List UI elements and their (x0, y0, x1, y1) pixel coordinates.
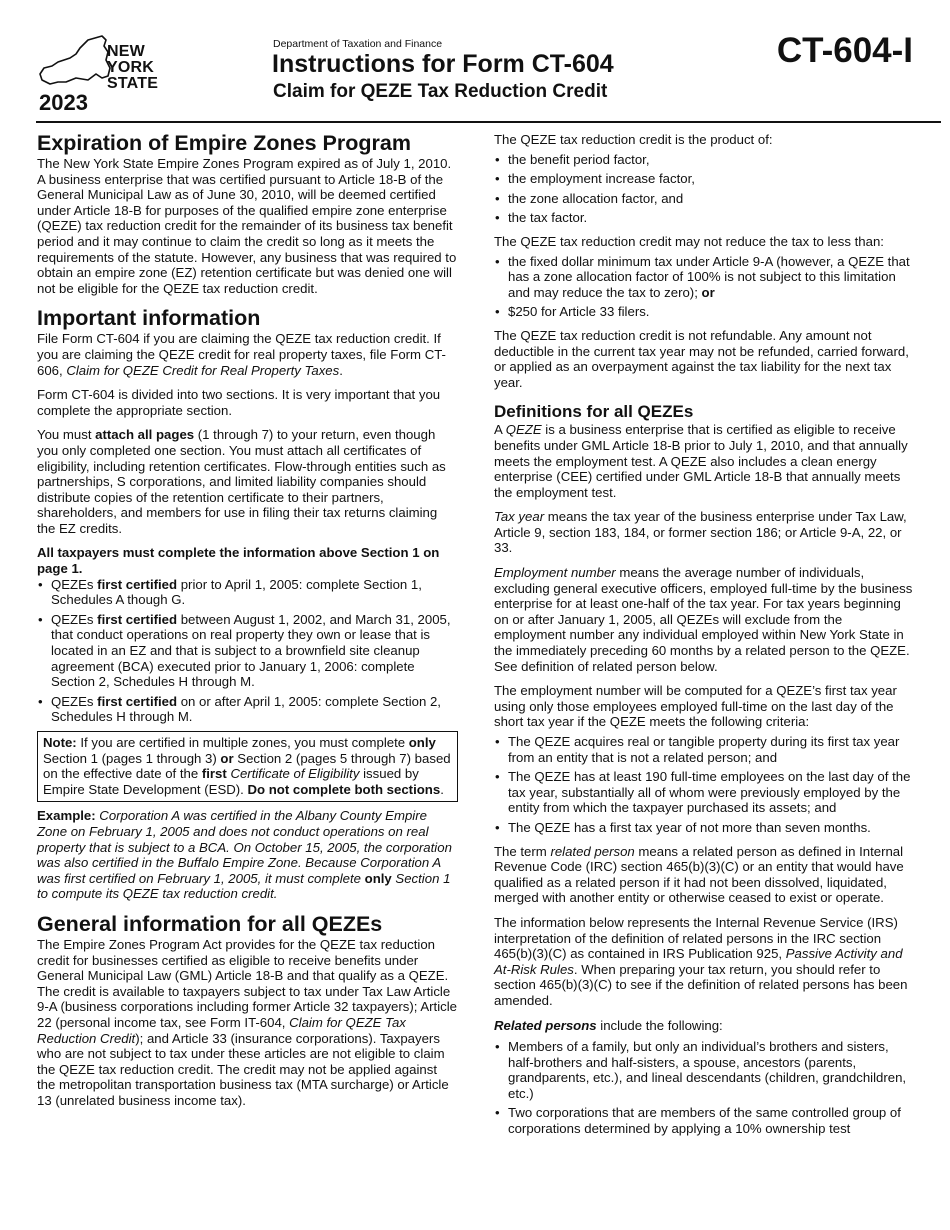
related-persons-list (494, 1039, 914, 1137)
logo-word-york: YORK (107, 59, 155, 76)
note-box: Note: If you are certified in multiple zones, you must complete only Section 1 (pages 1 through 3) or Section 2 (pages 5 through 7) based on the effective date of the first Certificate of Eligibility issued by Empire State Development (ESD). Do not complete both sections. (37, 731, 458, 802)
logo-word-new: NEW (107, 43, 145, 60)
list-item: • $250 for Article 33 filers. (494, 304, 914, 320)
page-subtitle: Claim for QEZE Tax Reduction Credit (273, 81, 608, 102)
refund-paragraph: The QEZE tax reduction credit is not refundable. Any amount not deductible in the current tax year may not be refunded, carried forward, or applied as an overpayment against the tax liability for the next tax year. (494, 327, 909, 390)
list-item: • the tax factor. (494, 210, 914, 226)
employment-first-year: The employment number will be computed for a QEZE’s first tax year using only those employees employed full-time on the last day of the short tax year if the QEZE meets the following criteria: (494, 683, 897, 730)
form-id: CT-604-I (776, 31, 913, 70)
irs-interpretation: The information below represents the Internal Revenue Service (IRS) interpretation of the definition of related persons in the IRC section 465(b)(3)(C) as contained in IRS Publication 925, Passive Activity and At-Risk Rules. When preparing your tax return, you should refer to section 465(b)(3)(C) to see if the definition of related persons has been amended. (494, 914, 908, 1008)
important-heading: Important information (37, 306, 261, 331)
list-item: • QEZEs first certified prior to April 1, 2005: complete Section 1, Schedules A though G. (37, 577, 458, 608)
section-bullets (37, 577, 458, 725)
factor-list (494, 152, 914, 226)
list-item: • the benefit period factor, (494, 152, 914, 168)
list-item: • the zone allocation factor, and (494, 191, 914, 207)
list-item: • Two corporations that are members of the same controlled group of corporations determined by applying a 10% ownership test (494, 1105, 914, 1136)
important-p2: Form CT-604 is divided into two sections. It is very important that you complete the appropriate section. (37, 387, 441, 418)
related-person-definition: The term related person means a related person as defined in Internal Revenue Code (IRC) section 465(b)(3)(C) or an entity that would have qualified as a related person if it had not been dissolved, liquidated, merged with another entity or otherwise ceased to exist or operate. (494, 843, 904, 906)
important-p1: File Form CT-604 if you are claiming the QEZE tax reduction credit. If you are claiming the QEZE credit for real property taxes, file Form CT-606, Claim for QEZE Credit for Real Property Taxes. (37, 331, 446, 378)
department-name: Department of Taxation and Finance (273, 38, 443, 50)
important-p3: You must attach all pages (1 through 7) to your return, even though you only completed one section. You must attach all certificates of eligibility, including retention certificates. Flow-through entities such as partnerships, S corporations, and limited liability companies should distribute copies of the retention certificate to their partners, shareholders, and members for use in filing their tax returns claiming the EZ credits. (37, 427, 446, 536)
related-persons-intro: Related persons include the following: (494, 1017, 723, 1033)
list-item: • QEZEs first certified between August 1, 2002, and March 31, 2005, that conduct operations on real property they own or lease that is located in an EZ and that is subject to a brownfield site cleanup agreement (BCA) executed prior to January 1, 2006: complete Section 2, Schedules H through M. (37, 612, 458, 690)
general-heading: General information for all QEZEs (37, 911, 383, 936)
list-item: • the fixed dollar minimum tax under Article 9-A (however, a QEZE that has a zone allocation factor of 100% is not subject to this limitation and may reduce the tax to zero); or (494, 254, 914, 301)
list-item: • QEZEs first certified on or after April 1, 2005: complete Section 2, Schedules H through M. (37, 694, 458, 725)
criteria-list (494, 734, 914, 836)
header-divider (36, 121, 941, 123)
logo-year: 2023 (39, 90, 88, 115)
general-body: The Empire Zones Program Act provides for the QEZE tax reduction credit for businesses certified as eligible to receive benefits under General Municipal Law (GML) Article 18-B and that qualify as a QEZE. The credit is available to taxpayers subject to tax under Tax Law Article 9-A (business corporations including former Article 32 taxpayers); Article 22 (personal income tax, see Form IT-604, Claim for QEZE Tax Reduction Credit); and Article 33 (insurance corporations). Taxpayers who are not subject to tax under these articles are not eligible to claim the QEZE tax reduction credit. The credit may not be applied against the metropolitan transportation business tax (MTA surcharge) or Article 13 (unrelated business income tax). (37, 936, 457, 1108)
list-item: • The QEZE acquires real or tangible property during its first tax year from an entity that is not a related person; and (494, 734, 914, 765)
expiration-body: The New York State Empire Zones Program expired as of July 1, 2010. A business enterprise that was certified pursuant to Article 18-B of the General Municipal Law as of June 30, 2010, will be deemed certified under Article 18-B for purposes of the qualified empire zone enterprise (QEZE) tax reduction credit for the remainder of its business tax benefit period and it may continue to claim the credit so long as it meets the requirements of the statute. However, any business that was required to obtain an empire zone (EZ) retention certificate but was denied one will not be eligible for the QEZE tax reduction credit. (37, 156, 457, 296)
definitions-heading: Definitions for all QEZEs (494, 402, 694, 422)
product-intro: The QEZE tax reduction credit is the product of: (494, 132, 773, 147)
list-item: • The QEZE has at least 190 full-time employees on the last day of the tax year, substantially all of whom were previously employed by the entity from which the taxpayer purchased its assets; and (494, 769, 914, 816)
list-item: • The QEZE has a first tax year of not more than seven months. (494, 820, 914, 836)
qeze-definition: A QEZE is a business enterprise that is certified as eligible to receive benefits under GML Article 18-B prior to July 1, 2010, and that annually meets the employment test. A QEZE also includes a clean energy enterprise (CEE) certified under GML Article 18-B that annually meets the employment test. (494, 422, 908, 500)
page-title: Instructions for Form CT-604 (272, 50, 614, 78)
left-column (37, 128, 458, 1108)
logo-word-state: STATE (107, 75, 159, 92)
example-paragraph: Example: Corporation A was certified in the Albany County Empire Zone on February 1, 2005 and does not conduct operations on real property that is subject to a BCA. On October 15, 2005, the corporation was also certified in the Buffalo Empire Zone. Because Corporation A was first certified on February 1, 2005, it must complete only Section 1 to compute its QEZE tax reduction credit. (37, 808, 452, 902)
list-item: • the employment increase factor, (494, 171, 914, 187)
tax-year-definition: Tax year means the tax year of the business enterprise under Tax Law, Article 9, section 183, 184, or former section 186; or Article 9-A, 22, or 33. (494, 509, 907, 556)
employment-number-definition: Employment number means the average number of individuals, excluding general executive officers, employed full-time by the business enterprise for at least one-half of the tax year. For tax years beginning on or after January 1, 2005, all QEZEs will exclude from the employment number any individual employed within New York State in the immediately preceding 60 months by a related person to the QEZE. See definition of related person below. (494, 565, 913, 674)
limit-intro: The QEZE tax reduction credit may not reduce the tax to less than: (494, 233, 884, 249)
right-column (494, 128, 914, 1141)
nys-logo (36, 34, 166, 118)
all-taxpayers-note: All taxpayers must complete the information above Section 1 on page 1. (37, 545, 440, 577)
limit-list (494, 254, 914, 320)
list-item: • Members of a family, but only an individual’s brothers and sisters, half-brothers and half-sisters, a spouse, ancestors (parents, grandparents, etc.), and lineal descendants (children, grandchildren, etc.) (494, 1039, 914, 1101)
expiration-heading: Expiration of Empire Zones Program (37, 131, 411, 155)
